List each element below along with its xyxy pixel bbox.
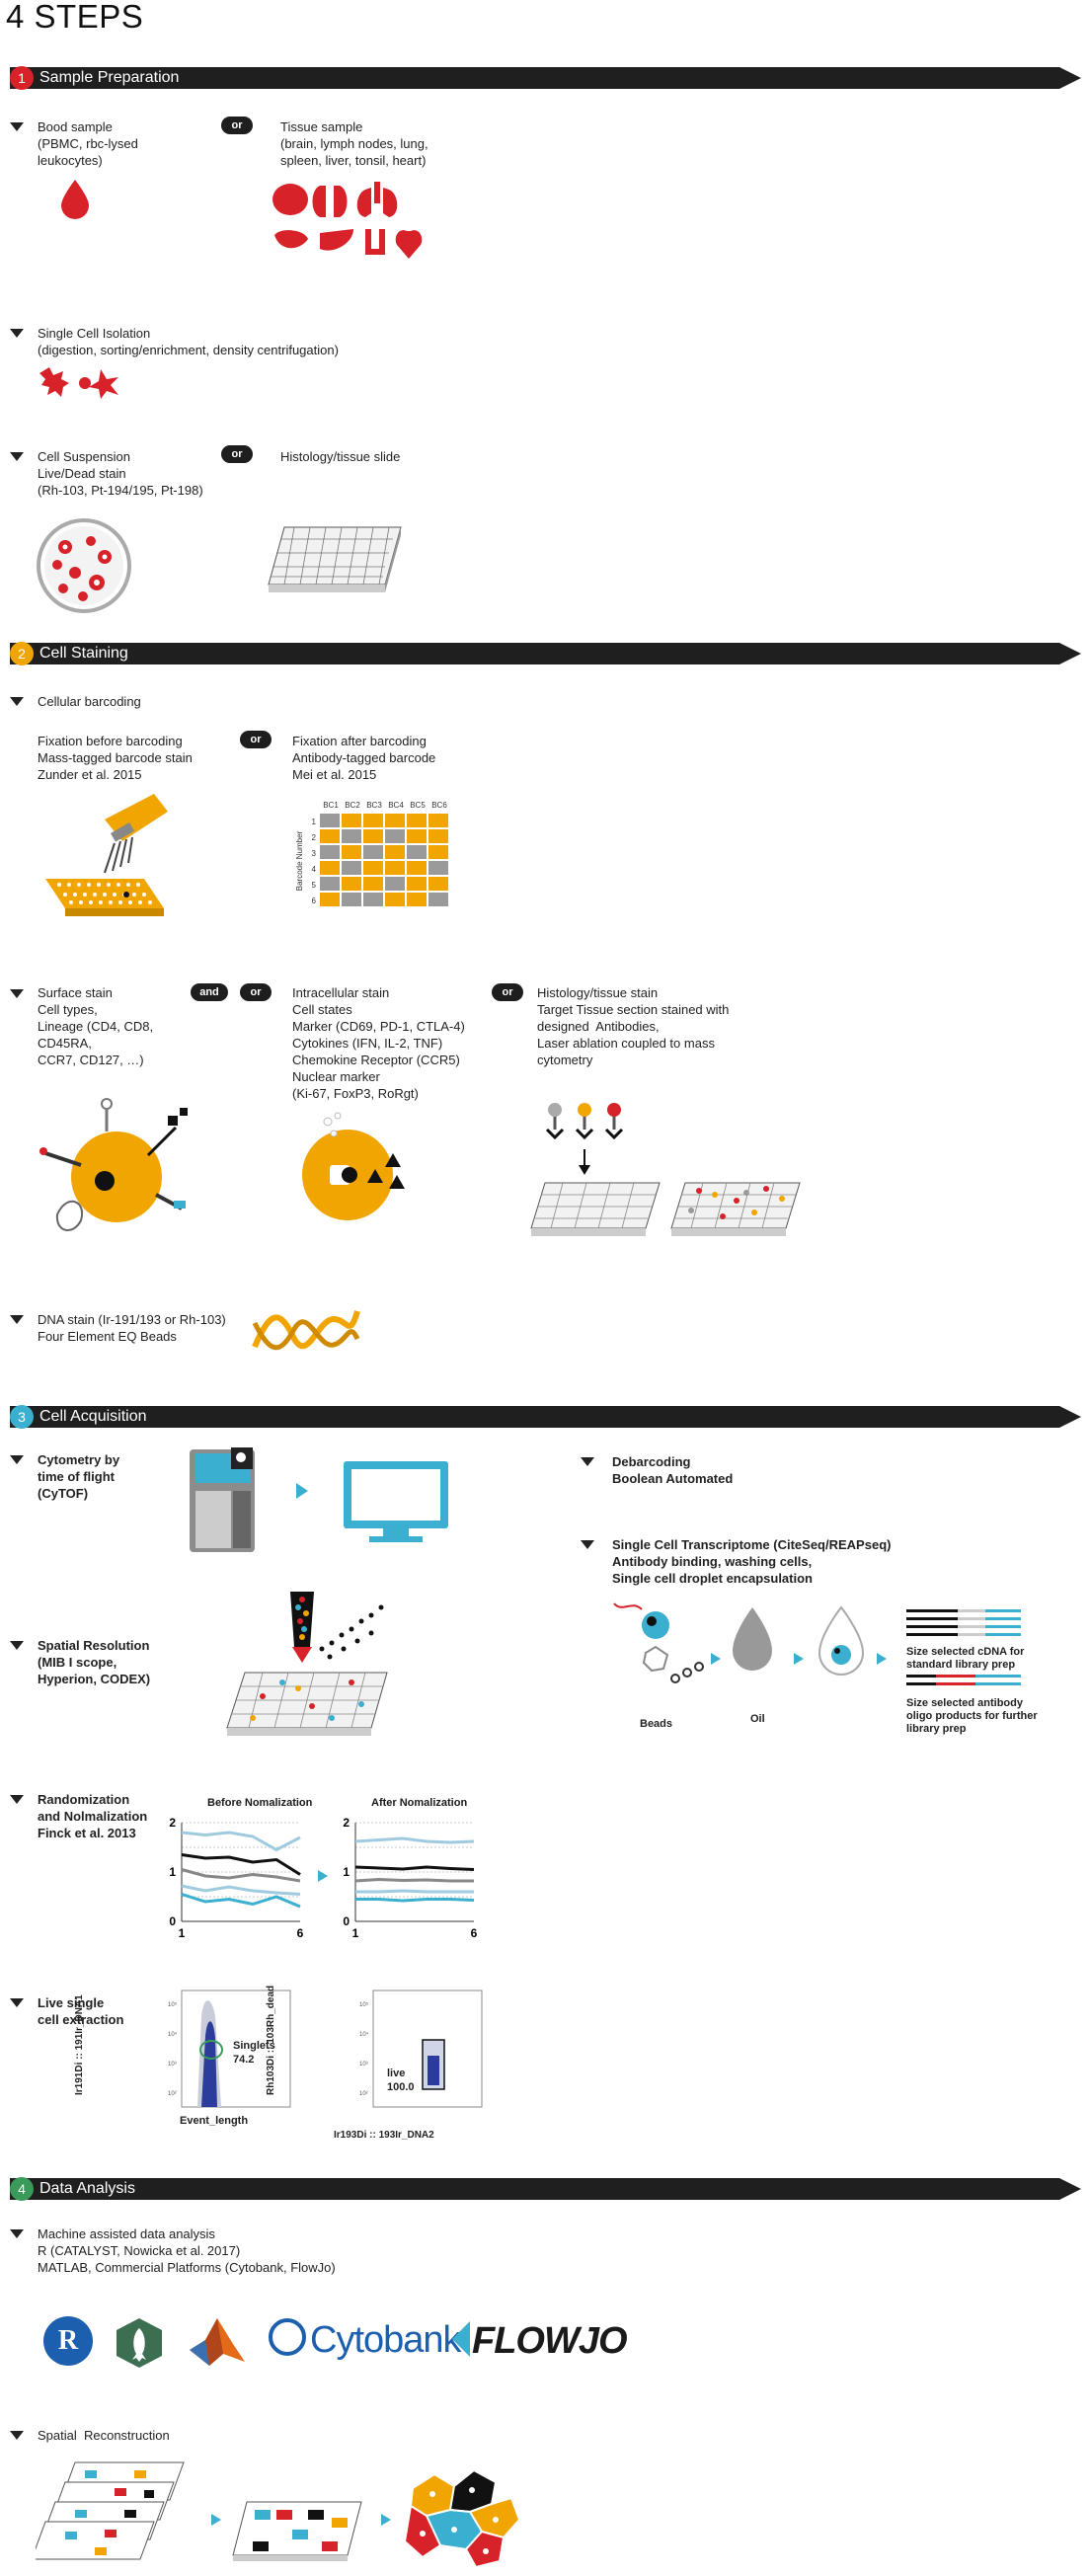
barcode-row-label: 3 bbox=[311, 849, 316, 859]
bullet-icon bbox=[581, 1540, 594, 1549]
barcode-cell bbox=[342, 814, 361, 827]
series-line bbox=[182, 1895, 300, 1908]
spatial-ablation-icon bbox=[223, 1588, 401, 1744]
series-line bbox=[355, 1900, 474, 1902]
bullet-icon bbox=[10, 1795, 24, 1804]
cell-suspension-dish-icon bbox=[36, 517, 132, 614]
svg-text:10²: 10² bbox=[359, 2091, 368, 2097]
bullet-icon bbox=[10, 1315, 24, 1324]
barcode-cell bbox=[407, 893, 427, 906]
r-logo: R bbox=[43, 2316, 93, 2366]
barcode-cell bbox=[385, 829, 405, 843]
single-cells-icon bbox=[36, 365, 124, 401]
bullet-icon bbox=[10, 329, 24, 338]
x-axis-event-length: Event_length bbox=[180, 2115, 249, 2127]
droplet-workflow-icon bbox=[612, 1594, 908, 1722]
barcode-cell bbox=[407, 829, 427, 843]
bullet-icon bbox=[10, 1641, 24, 1650]
barcode-cell bbox=[342, 829, 361, 843]
section-label: Cell Acquisition bbox=[39, 1408, 147, 1425]
bullet-icon bbox=[10, 2229, 24, 2238]
barcode-cell bbox=[407, 877, 427, 891]
barcode-cell bbox=[428, 893, 448, 906]
blood-sample-text: Bood sample (PBMC, rbc-lysed leukocytes) bbox=[38, 119, 138, 168]
y-axis-dead-label: Rh103Di :: 103Rh_dead bbox=[266, 1985, 276, 2095]
spatial-reconstruction-icon bbox=[36, 2459, 549, 2573]
rocket-icon bbox=[115, 2316, 164, 2370]
svg-text:10⁵: 10⁵ bbox=[359, 2002, 369, 2008]
barcode-col-label: BC2 bbox=[345, 801, 360, 810]
analysis-text: Machine assisted data analysis R (CATALYST, Nowicka et al. 2017) MATLAB, Commercial Platforms (Cytobank, FlowJo) bbox=[38, 2226, 336, 2275]
cytobank-wordmark: Cytobank bbox=[310, 2319, 461, 2361]
or-badge: or bbox=[221, 117, 253, 134]
arrow-icon bbox=[318, 1870, 328, 1882]
section-label: Sample Preparation bbox=[39, 69, 180, 86]
barcode-cell bbox=[342, 893, 361, 906]
barcode-cell bbox=[407, 845, 427, 859]
bullet-icon bbox=[581, 1457, 594, 1466]
svg-text:10⁵: 10⁵ bbox=[168, 2002, 178, 2008]
or-badge: or bbox=[492, 983, 523, 1001]
barcode-cell bbox=[363, 877, 383, 891]
barcode-cell bbox=[385, 814, 405, 827]
barcode-cell bbox=[363, 814, 383, 827]
bullet-icon bbox=[10, 122, 24, 131]
debarcoding-text: Debarcoding Boolean Automated bbox=[612, 1454, 734, 1486]
section-bar-4 bbox=[10, 2178, 1081, 2200]
flowjo-mark-icon bbox=[452, 2321, 470, 2357]
beads-label: Beads bbox=[640, 1718, 673, 1730]
barcode-cell bbox=[363, 845, 383, 859]
barcode-cell bbox=[428, 861, 448, 875]
svg-text:10²: 10² bbox=[168, 2091, 177, 2097]
before-norm-title: Before Nomalization bbox=[207, 1797, 313, 1809]
barcode-cell bbox=[385, 861, 405, 875]
barcode-cell bbox=[320, 829, 340, 843]
normalization-text: Randomization and Nolmalization Finck et al. 2013 bbox=[38, 1792, 148, 1840]
cytobank-mark-icon bbox=[269, 2318, 306, 2356]
live-single-text: Live single cell extraction bbox=[38, 1995, 124, 2027]
barcode-matrix bbox=[292, 798, 460, 920]
barcode-cell bbox=[385, 845, 405, 859]
barcode-col-label: BC6 bbox=[431, 801, 447, 810]
barcode-cell bbox=[320, 877, 340, 891]
cytobank-logo bbox=[269, 2318, 461, 2362]
section-bar-1 bbox=[10, 67, 1081, 89]
section-number: 4 bbox=[10, 2177, 34, 2201]
spatial-reconstruction-text: Spatial Reconstruction bbox=[38, 2428, 170, 2443]
barcode-cell bbox=[342, 845, 361, 859]
y-tick-label: 0 bbox=[343, 1914, 350, 1928]
x-tick-label: 6 bbox=[470, 1926, 478, 1940]
x-tick-label: 1 bbox=[178, 1926, 186, 1940]
x-tick-label: 1 bbox=[351, 1926, 359, 1940]
y-tick-label: 2 bbox=[169, 1816, 176, 1830]
barcode-cell bbox=[363, 829, 383, 843]
barcode-col-label: BC1 bbox=[323, 801, 339, 810]
barcode-cell bbox=[385, 877, 405, 891]
barcode-row-label: 2 bbox=[311, 833, 316, 843]
live-label: live bbox=[387, 2068, 406, 2079]
barcode-cell bbox=[385, 893, 405, 906]
barcode-col-label: BC5 bbox=[410, 801, 426, 810]
barcode-cell bbox=[428, 845, 448, 859]
section-number: 1 bbox=[10, 66, 34, 90]
barcode-cell bbox=[320, 893, 340, 906]
tissue-slide-icon bbox=[265, 523, 405, 598]
barcode-cell bbox=[407, 861, 427, 875]
barcode-col-label: BC4 bbox=[388, 801, 404, 810]
bullet-icon bbox=[10, 1455, 24, 1464]
barcode-row-label: 1 bbox=[311, 818, 316, 827]
barcode-cell bbox=[428, 814, 448, 827]
or-badge: or bbox=[221, 445, 253, 463]
matlab-icon bbox=[188, 2314, 247, 2370]
barcode-cell bbox=[320, 861, 340, 875]
normalization-charts bbox=[158, 1813, 494, 1955]
svg-text:10⁴: 10⁴ bbox=[168, 2032, 178, 2038]
dna-helix-icon bbox=[251, 1299, 361, 1359]
bullet-icon bbox=[10, 989, 24, 998]
barcode-cell bbox=[320, 814, 340, 827]
x-axis-dna2: Ir193Di :: 193Ir_DNA2 bbox=[334, 2130, 434, 2141]
flowjo-logo bbox=[452, 2320, 627, 2363]
pipette-plate-icon bbox=[36, 790, 174, 918]
y-axis-dna1-label: Ir191Di :: 191Ir_DNA1 bbox=[74, 1994, 85, 2095]
barcode-col-label: BC3 bbox=[366, 801, 382, 810]
transcriptome-text: Single Cell Transcriptome (CiteSeq/REAPseq) Antibody binding, washing cells, Single cell droplet encapsulation bbox=[612, 1537, 892, 1586]
cdna-label: Size selected cDNA for standard library prep bbox=[906, 1646, 1025, 1671]
section-label: Cell Staining bbox=[39, 645, 128, 662]
cell-suspension-text: Cell Suspension Live/Dead stain (Rh-103, Pt-194/195, Pt-198) bbox=[38, 449, 203, 498]
series-line bbox=[182, 1855, 300, 1875]
gating-plots bbox=[138, 1977, 494, 2135]
blood-drop-icon bbox=[57, 178, 93, 221]
svg-text:10³: 10³ bbox=[168, 2062, 177, 2068]
bullet-icon bbox=[10, 452, 24, 461]
fix-before-text: Fixation before barcoding Mass-tagged barcode stain Zunder et al. 2015 bbox=[38, 734, 193, 782]
isolation-text: Single Cell Isolation (digestion, sorting/enrichment, density centrifugation) bbox=[38, 326, 339, 357]
y-tick-label: 1 bbox=[343, 1865, 350, 1879]
barcode-cell bbox=[363, 861, 383, 875]
section-bar-3 bbox=[10, 1406, 1081, 1428]
organ-icons bbox=[271, 180, 428, 269]
barcode-row-label: 5 bbox=[311, 881, 316, 891]
bullet-icon bbox=[10, 2431, 24, 2440]
oil-label: Oil bbox=[750, 1713, 765, 1725]
surface-stain-text: Surface stain Cell types, Lineage (CD4, CD8, CD45RA, CCR7, CD127, …) bbox=[38, 985, 154, 1067]
singlets-label: Singlets bbox=[233, 2040, 275, 2052]
flowjo-wordmark: FLOWJO bbox=[472, 2320, 627, 2362]
barcode-cell bbox=[363, 893, 383, 906]
series-line bbox=[355, 1891, 474, 1892]
cytof-text: Cytometry by time of flight (CyTOF) bbox=[38, 1452, 120, 1501]
after-norm-title: After Nomalization bbox=[371, 1797, 468, 1809]
fix-after-text: Fixation after barcoding Antibody-tagged barcode Mei et al. 2015 bbox=[292, 734, 436, 782]
spatial-resolution-text: Spatial Resolution (MIB I scope, Hyperion, CODEX) bbox=[38, 1638, 151, 1686]
barcode-row-label: 4 bbox=[311, 865, 316, 875]
svg-text:10³: 10³ bbox=[359, 2062, 368, 2068]
series-line bbox=[182, 1886, 300, 1895]
barcoding-text: Cellular barcoding bbox=[38, 694, 141, 709]
x-tick-label: 6 bbox=[296, 1926, 304, 1940]
intracellular-cell-icon bbox=[294, 1110, 423, 1224]
intracellular-stain-text: Intracellular stain Cell states Marker (CD69, PD-1, CTLA-4) Cytokines (IFN, IL-2, TNF) Chemokine Receptor (CCR5) Nuclear marker (Ki-67, FoxP3, RoRgt) bbox=[292, 985, 465, 1101]
barcode-cell bbox=[428, 877, 448, 891]
y-tick-label: 2 bbox=[343, 1816, 350, 1830]
histology-stain-text: Histology/tissue stain Target Tissue section stained with designed Antibodies, Laser ablation coupled to mass cytometry bbox=[537, 985, 730, 1067]
barcode-cell bbox=[342, 861, 361, 875]
section-number: 2 bbox=[10, 642, 34, 665]
histology-stain-icon bbox=[529, 1100, 816, 1238]
section-bar-2 bbox=[10, 643, 1081, 664]
barcode-cell bbox=[342, 877, 361, 891]
barcode-cell bbox=[407, 814, 427, 827]
page-title: 4 STEPS bbox=[6, 0, 144, 35]
live-value: 100.0 bbox=[387, 2081, 415, 2093]
dna-stain-text: DNA stain (Ir-191/193 or Rh-103) Four Element EQ Beads bbox=[38, 1312, 226, 1344]
series-line bbox=[355, 1880, 474, 1882]
bullet-icon bbox=[10, 697, 24, 706]
barcode-cell bbox=[320, 845, 340, 859]
series-line bbox=[182, 1870, 300, 1882]
barcode-row-label: 6 bbox=[311, 897, 316, 906]
y-tick-label: 1 bbox=[169, 1865, 176, 1879]
svg-text:10⁴: 10⁴ bbox=[359, 2032, 369, 2038]
bullet-icon bbox=[10, 1998, 24, 2007]
histology-slide-text: Histology/tissue slide bbox=[280, 449, 401, 464]
y-tick-label: 0 bbox=[169, 1914, 176, 1928]
barcode-axis-label: Barcode Number bbox=[295, 830, 304, 892]
or-badge: or bbox=[240, 983, 272, 1001]
singlets-value: 74.2 bbox=[233, 2054, 255, 2066]
section-label: Data Analysis bbox=[39, 2180, 135, 2197]
barcode-cell bbox=[428, 829, 448, 843]
surface-stain-cell-icon bbox=[38, 1098, 195, 1236]
section-number: 3 bbox=[10, 1405, 34, 1429]
series-line bbox=[355, 1867, 474, 1870]
or-badge: or bbox=[240, 731, 272, 748]
cytof-instrument-icon bbox=[186, 1444, 462, 1560]
and-badge: and bbox=[191, 983, 228, 1001]
tissue-sample-text: Tissue sample (brain, lymph nodes, lung, spleen, liver, tonsil, heart) bbox=[280, 119, 428, 168]
antibody-oligo-label: Size selected antibody oligo products for further library prep bbox=[906, 1697, 1038, 1735]
series-line bbox=[355, 1838, 474, 1842]
